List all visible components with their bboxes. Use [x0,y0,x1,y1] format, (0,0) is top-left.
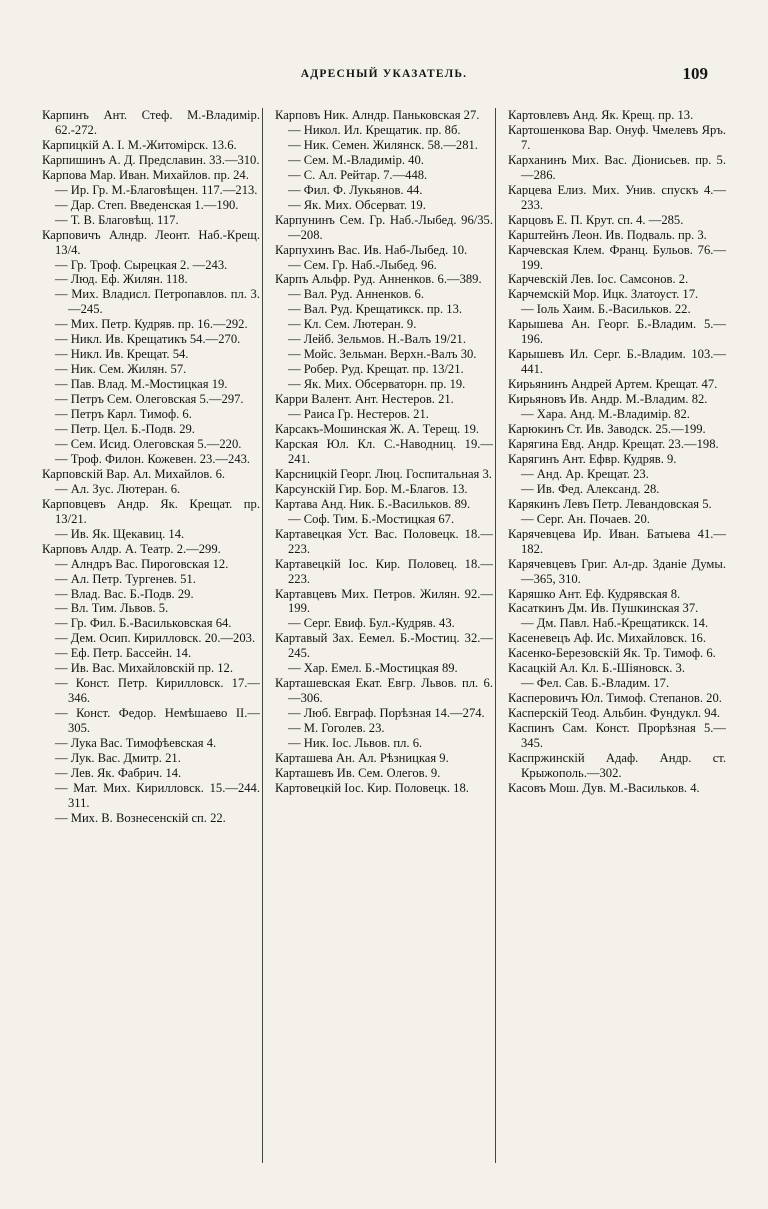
directory-entry: Касовъ Мош. Дув. М.-Васильков. 4. [508,780,700,795]
directory-entry: Касеневецъ Аф. Ис. Михайловск. 16. [508,631,707,646]
directory-entry: Карри Валент. Ант. Нестеров. 21. [275,392,454,407]
directory-entry: — Вл. Тим. Львов. 5. [55,601,169,616]
directory-entry: Картавецкій Іос. Кир. Половец. 18.—223. [275,556,493,586]
directory-entry: — Петръ Сем. Олеговская 5.—297. [55,392,244,407]
directory-entry: — Серг. Евиф. Бул.-Кудряв. 43. [288,616,455,631]
directory-entry: — Ир. Гр. М.-Благовѣщен. 117.—213. [55,182,258,197]
directory-entry: Карцовъ Е. П. Крут. сп. 4. —285. [508,212,684,227]
directory-entry: — Лук. Вас. Дмитр. 21. [55,750,181,765]
directory-entry: — М. Гоголев. 23. [288,721,385,736]
directory-entry: — Хара. Анд. М.-Владимір. 82. [521,407,690,422]
directory-entry: — Ник. Іос. Львов. пл. 6. [288,736,423,751]
directory-entry: — Гр. Троф. Сырецкая 2. —243. [55,257,228,272]
directory-entry: Карпунинъ Сем. Гр. Наб.-Лыбед. 96/35.—208. [275,212,493,242]
directory-entry: Карпухинъ Вас. Ив. Наб-Лыбед. 10. [275,242,468,257]
directory-entry: — Ив. Фед. Александ. 28. [521,481,660,496]
directory-entry: — Ник. Сем. Жилян. 57. [55,362,187,377]
directory-entry: Картавый Зах. Еемел. Б.-Мостиц. 32.—245. [275,631,493,661]
directory-entry: Касперовичъ Юл. Тимоф. Степанов. 20. [508,691,722,706]
directory-entry: — Серг. Ан. Почаев. 20. [521,511,650,526]
directory-entry: Каспинъ Сам. Конст. Прорѣзная 5.—345. [508,721,726,751]
directory-entry: Картавецкая Уст. Вас. Половецк. 18.—223. [275,526,493,556]
directory-entry: Карпишинъ А. Д. Предславин. 33.—310. [42,152,260,167]
column-3 [508,108,726,1168]
directory-entry: — Никл. Ив. Крещатикъ 54.—270. [55,332,241,347]
directory-entry: Карская Юл. Кл. С.-Наводниц. 19.—241. [275,436,493,466]
directory-entry: — Фел. Сав. Б.-Владим. 17. [521,676,670,691]
directory-entry: — Як. Мих. Обсерваторн. пр. 19. [288,377,466,392]
directory-entry: Карпинъ Ант. Стеф. М.-Владимір. 62.-272. [42,108,260,137]
directory-entry: Карповичъ Алндр. Леонт. Наб.-Крещ. 13/4. [42,227,260,257]
directory-entry: Карсакъ-Мошинская Ж. А. Терещ. 19. [275,422,480,437]
directory-entry: — Фил. Ф. Лукьянов. 44. [288,182,423,197]
directory-entry: — Никол. Ил. Крещатик. пр. 8б. [288,122,461,137]
column-2 [275,108,493,1168]
directory-entry: Каряшко Ант. Еф. Кудрявская 8. [508,586,681,601]
directory-entry: — Ал. Петр. Тургенев. 51. [55,571,196,586]
directory-entry: Картавцевъ Мих. Петров. Жилян. 92.—199. [275,586,493,616]
directory-entry: Картошенкова Вар. Онуф. Чмелевъ Яръ. 7. [508,122,726,152]
directory-entry: Карюкинъ Ст. Ив. Заводск. 25.—199. [508,422,706,437]
directory-entry: Карпъ Альфр. Руд. Анненков. 6.—389. [275,272,482,287]
directory-entry: — Хар. Емел. Б.-Мостицкая 89. [288,661,458,676]
directory-entry: — Влад. Вас. Б.-Подв. 29. [55,586,194,601]
directory-entry: — Конст. Петр. Кирилловск. 17.—346. [55,676,260,706]
directory-entry: Карцева Елиз. Мих. Унив. спускъ 4.—233. [508,182,726,212]
directory-entry: Карханинъ Мих. Вас. Діонисьев. пр. 5.—286. [508,152,726,182]
running-header: АДРЕСНЫЙ УКАЗАТЕЛЬ. [300,68,468,80]
directory-entry: — Раиса Гр. Нестеров. 21. [288,407,429,422]
directory-entry: — Люд. Еф. Жилян. 118. [55,272,188,287]
directory-entry: Карчемскій Мор. Ицк. Златоуст. 17. [508,287,699,302]
directory-entry: Карпицкій А. І. М.-Житомірск. 13.6. [42,137,237,152]
directory-entry: Карпова Мар. Иван. Михайлов. пр. 24. [42,167,249,182]
directory-entry: — Лейб. Зельмов. Н.-Валъ 19/21. [288,332,466,347]
directory-entry: Касаткинъ Дм. Ив. Пушкинская 37. [508,601,699,616]
column-divider [262,108,263,1163]
directory-entry: — Дем. Осип. Кирилловск. 20.—203. [55,631,256,646]
directory-entry: Карчевская Клем. Франц. Бульов. 76.—199. [508,242,726,272]
directory-entry: Касацкій Ал. Кл. Б.-Шіяновск. 3. [508,661,685,676]
directory-entry: — Ал. Зус. Лютеран. 6. [55,481,181,496]
directory-entry: — Сем. Исид. Олеговская 5.—220. [55,436,242,451]
directory-entry: — Іоль Хаим. Б.-Васильков. 22. [521,302,691,317]
directory-entry: Карышева Ан. Георг. Б.-Владим. 5.—196. [508,317,726,347]
directory-entry: Картовецкій Іос. Кир. Половецк. 18. [275,780,469,795]
directory-entry: Карячевцевъ Григ. Ал-др. Зданіе Думы.—365, 310. [508,556,726,586]
directory-entry: — Пав. Влад. М.-Мостицкая 19. [55,377,228,392]
directory-entry: — Як. Мих. Обсерват. 19. [288,197,426,212]
directory-entry: Картава Анд. Ник. Б.-Васильков. 89. [275,496,471,511]
directory-entry: — С. Ал. Рейтар. 7.—448. [288,167,428,182]
directory-entry: — Мат. Мих. Кирилловск. 15.—244. 311. [55,780,260,810]
directory-entry: — Вал. Руд. Крещатикск. пр. 13. [288,302,463,317]
directory-entry: — Сем. Гр. Наб.-Лыбед. 96. [288,257,437,272]
directory-entry: — Кл. Сем. Лютеран. 9. [288,317,417,332]
directory-entry: — Лев. Як. Фабрич. 14. [55,765,182,780]
directory-entry: — Ив. Як. Щекавиц. 14. [55,526,185,541]
column-1 [42,108,260,1168]
directory-entry: Карсницкій Георг. Люц. Госпитальная 3. [275,466,492,481]
directory-entry: — Мих. Владисл. Петропавлов. пл. 3.—245. [55,287,260,317]
directory-entry: Карчевскій Лев. Іос. Самсонов. 2. [508,272,689,287]
directory-entry: Кирьянинъ Андрей Артем. Крещат. 47. [508,377,718,392]
directory-entry: Карповъ Ник. Алндр. Паньковская 27. [275,108,480,122]
directory-entry: Карташевъ Ив. Сем. Олегов. 9. [275,765,441,780]
directory-entry: — Ив. Вас. Михайловскій пр. 12. [55,661,233,676]
directory-entry: — Еф. Петр. Бассейн. 14. [55,646,192,661]
page-number: 109 [682,64,708,83]
directory-entry: — Робер. Руд. Крещат. пр. 13/21. [288,362,464,377]
directory-entry: — Мойс. Зельман. Верхн.-Валъ 30. [288,347,477,362]
directory-entry: — Соф. Тим. Б.-Мостицкая 67. [288,511,455,526]
directory-entry: Картовлевъ Анд. Як. Крещ. пр. 13. [508,108,694,122]
directory-entry: — Алндръ Вас. Пироговская 12. [55,556,229,571]
directory-entry: Карташева Ан. Ал. Рѣзницкая 9. [275,750,449,765]
directory-entry: — Гр. Фил. Б.-Васильковская 64. [55,616,232,631]
directory-entry: — Петръ Карл. Тимоф. 6. [55,407,192,422]
column-divider [495,108,496,1163]
directory-entry: Карякинъ Левъ Петр. Левандовская 5. [508,496,712,511]
directory-entry: — Мих. Петр. Кудряв. пр. 16.—292. [55,317,248,332]
directory-entry: — Сем. М.-Владимір. 40. [288,152,424,167]
directory-entry: Касперскій Теод. Альбин. Фундукл. 94. [508,706,721,721]
directory-entry: Карсунскій Гир. Бор. М.-Благов. 13. [275,481,468,496]
directory-entry: Карягинъ Ант. Ефвр. Кудряв. 9. [508,451,677,466]
directory-entry: Карповцевъ Андр. Як. Крещат. пр. 13/21. [42,496,260,526]
directory-entry: — Ник. Семен. Жилянск. 58.—281. [288,137,478,152]
directory-entry: Карштейнъ Леон. Ив. Подваль. пр. 3. [508,227,707,242]
directory-entry: — Люб. Евграф. Порѣзная 14.—274. [288,706,485,721]
directory-entry: Карышевъ Ил. Серг. Б.-Владим. 103.—441. [508,347,726,377]
directory-entry: Карягина Евд. Андр. Крещат. 23.—198. [508,436,719,451]
directory-entry: — Анд. Ар. Крещат. 23. [521,466,649,481]
directory-entry: Каспржинскій Адаф. Андр. ст. Крыжополь.—302. [508,750,726,780]
directory-entry: — Вал. Руд. Анненков. 6. [288,287,425,302]
directory-entry: — Т. В. Благовѣщ. 117. [55,212,179,227]
directory-entry: — Дм. Павл. Наб.-Крещатикск. 14. [521,616,709,631]
directory-entry: — Никл. Ив. Крещат. 54. [55,347,189,362]
directory-entry: — Лука Вас. Тимофѣевская 4. [55,736,217,751]
directory-entry: Касенко-Березовскій Як. Тр. Тимоф. 6. [508,646,716,661]
directory-entry: Карповъ Алдр. А. Театр. 2.—299. [42,541,221,556]
directory-entry: Карташевская Екат. Евгр. Львов. пл. 6.—306. [275,676,493,706]
directory-entry: — Петр. Цел. Б.-Подв. 29. [55,422,195,437]
directory-entry: Карячевцева Ир. Иван. Батыева 41.—182. [508,526,726,556]
directory-entry: — Дар. Степ. Введенская 1.—190. [55,197,239,212]
directory-entry: Карповскій Вар. Ал. Михайлов. 6. [42,466,226,481]
directory-entry: — Троф. Филон. Кожевен. 23.—243. [55,451,251,466]
directory-entry: Кирьяновъ Ив. Андр. М.-Владим. 82. [508,392,708,407]
directory-entry: — Мих. В. Вознесенскій сп. 22. [55,810,226,825]
directory-entry: — Конст. Федор. Немѣшаево II.—305. [55,706,260,736]
